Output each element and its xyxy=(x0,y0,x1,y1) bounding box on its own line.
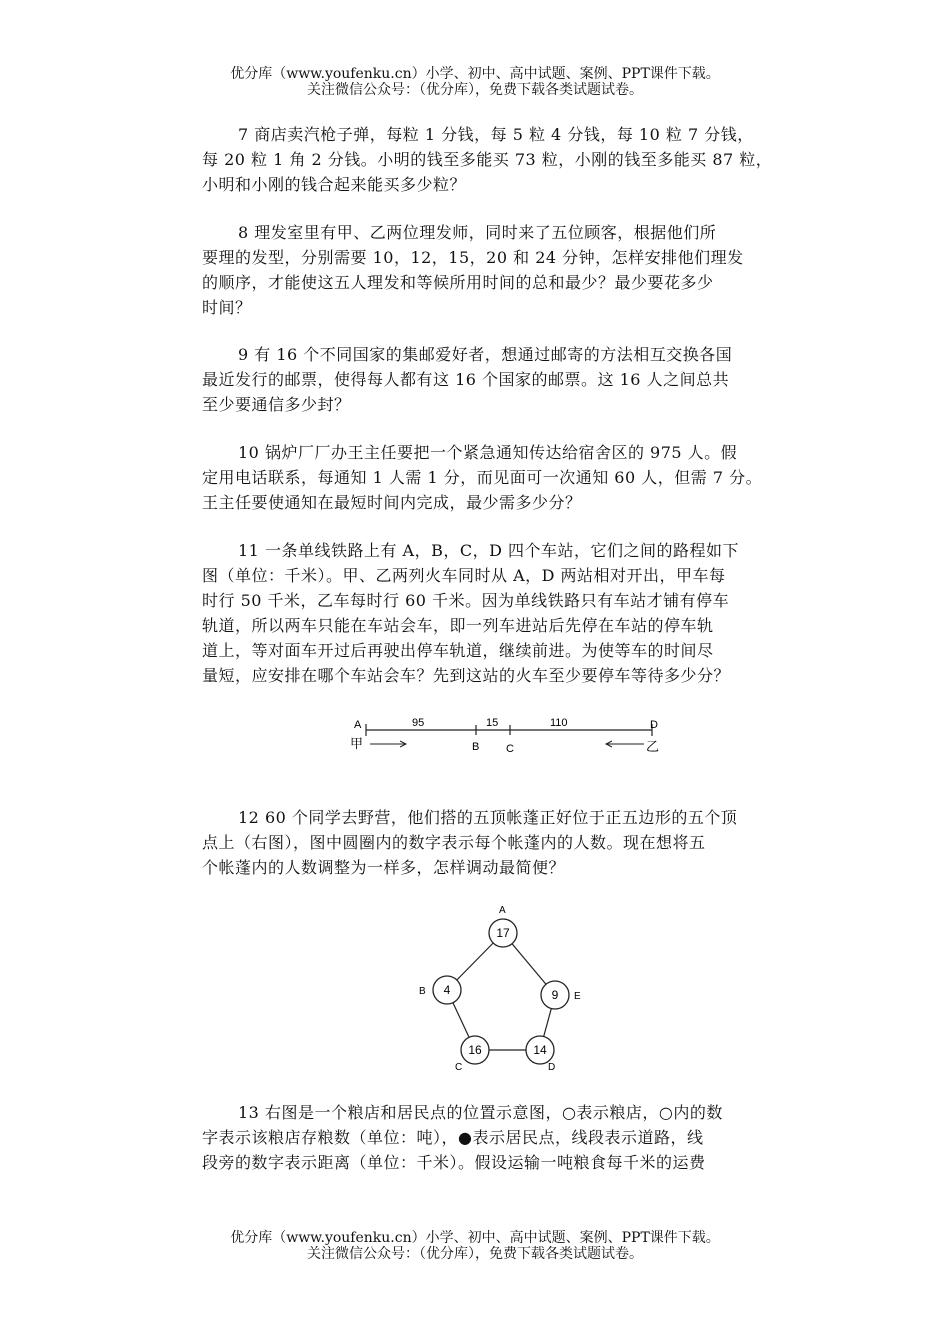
problem-line: 时行 50 千米，乙车每时行 60 千米。因为单线铁路只有车站才铺有停车 xyxy=(202,591,730,610)
tent-a-count: 17 xyxy=(496,926,510,940)
problem-line: 最近发行的邮票，使得每人都有这 16 个国家的邮票。这 16 人之间总共 xyxy=(202,370,730,389)
station-d-label: D xyxy=(650,719,658,731)
problem-line: 至少要通信多少封？ xyxy=(202,395,351,414)
tent-e-label: E xyxy=(574,991,581,1002)
tent-b-count: 4 xyxy=(443,983,451,997)
problem-12 xyxy=(202,805,812,880)
problem-line: 图（单位：千米）。甲、乙两列火车同时从 A，D 两站相对开出，甲车每 xyxy=(202,566,726,585)
problem-line: 王主任要使通知在最短时间内完成，最少需多少分？ xyxy=(202,493,582,512)
tent-c-count: 16 xyxy=(468,1043,482,1057)
train-a-label: 甲 xyxy=(350,736,364,751)
distance-ab: 95 xyxy=(412,717,425,729)
problem-line: 11 一条单线铁路上有 A，B，C，D 四个车站，它们之间的路程如下 xyxy=(238,541,740,560)
tent-e-count: 9 xyxy=(551,988,559,1002)
tent-a-label: A xyxy=(499,905,506,916)
railway-diagram xyxy=(340,712,670,762)
problem-7 xyxy=(202,122,812,197)
problem-line: 时间？ xyxy=(202,298,252,317)
tent-b-label: B xyxy=(419,986,426,997)
station-b-label: B xyxy=(472,741,480,753)
header-line-1: 优分库（www.youfenku.cn）小学、初中、高中试题、案例、PPT课件下载。 xyxy=(230,66,720,82)
header-line-2: 关注微信公众号：（优分库），免费下载各类试题试卷。 xyxy=(307,82,643,98)
tent-d-label: D xyxy=(548,1062,556,1073)
problem-8 xyxy=(202,220,812,320)
problem-line: 道上，等对面车开过后再驶出停车轨道，继续前进。为使等车的时间尽 xyxy=(202,641,714,660)
problem-9 xyxy=(202,342,812,417)
problem-line: 13 右图是一个粮店和居民点的位置示意图，○表示粮店，○内的数 xyxy=(238,1103,723,1122)
problem-line: 10 锅炉厂厂办王主任要把一个紧急通知传达给宿舍区的 975 人。假 xyxy=(238,443,738,462)
footer-line-1: 优分库（www.youfenku.cn）小学、初中、高中试题、案例、PPT课件下载。 xyxy=(230,1230,720,1246)
problem-11 xyxy=(202,538,812,688)
train-b-label: 乙 xyxy=(646,739,660,754)
station-c-label: C xyxy=(506,743,514,755)
problem-line: 9 有 16 个不同国家的集邮爱好者，想通过邮寄的方法相互交换各国 xyxy=(238,345,733,364)
page-header-bottom xyxy=(0,1230,950,1262)
station-a-label: A xyxy=(354,719,362,731)
pentagon-diagram xyxy=(410,900,600,1075)
page-header-top xyxy=(0,66,950,98)
tent-c-label: C xyxy=(455,1062,463,1073)
distance-cd: 110 xyxy=(550,717,568,729)
problem-line: 点上（右图），图中圆圈内的数字表示每个帐蓬内的人数。现在想将五 xyxy=(202,833,706,852)
tent-d-count: 14 xyxy=(533,1043,547,1057)
problem-line: 8 理发室里有甲、乙两位理发师，同时来了五位顾客，根据他们所 xyxy=(238,223,717,242)
problem-line: 要理的发型，分别需要 10，12，15，20 和 24 分钟，怎样安排他们理发 xyxy=(202,248,744,267)
problem-line: 7 商店卖汽枪子弹，每粒 1 分钱，每 5 粒 4 分钱，每 10 粒 7 分钱， xyxy=(238,125,754,144)
problem-13 xyxy=(202,1100,812,1175)
problem-line: 轨道，所以两车只能在车站会车，即一列车进站后先停在车站的停车轨 xyxy=(202,616,714,635)
problem-line: 字表示该粮店存粮数（单位：吨），●表示居民点，线段表示道路，线 xyxy=(202,1128,704,1147)
problem-line: 定用电话联系，每通知 1 人需 1 分，而见面可一次通知 60 人，但需 7 分。 xyxy=(202,468,763,487)
problem-line: 段旁的数字表示距离（单位：千米）。假设运输一吨粮食每千米的运费 xyxy=(202,1153,706,1172)
problem-10 xyxy=(202,440,812,515)
problem-line: 每 20 粒 1 角 2 分钱。小明的钱至多能买 73 粒，小刚的钱至多能买 87 粒， xyxy=(202,150,773,169)
problem-line: 个帐蓬内的人数调整为一样多，怎样调动最简便？ xyxy=(202,858,566,877)
problem-line: 12 60 个同学去野营，他们搭的五顶帐蓬正好位于正五边形的五个顶 xyxy=(238,808,738,827)
problem-line: 小明和小刚的钱合起来能买多少粒？ xyxy=(202,175,467,194)
footer-line-2: 关注微信公众号：（优分库），免费下载各类试题试卷。 xyxy=(307,1246,643,1262)
distance-bc: 15 xyxy=(486,717,499,729)
problem-line: 量短，应安排在哪个车站会车？先到这站的火车至少要停车等待多少分？ xyxy=(202,666,731,685)
problem-line: 的顺序，才能使这五人理发和等候所用时间的总和最少？最少要花多少 xyxy=(202,273,714,292)
